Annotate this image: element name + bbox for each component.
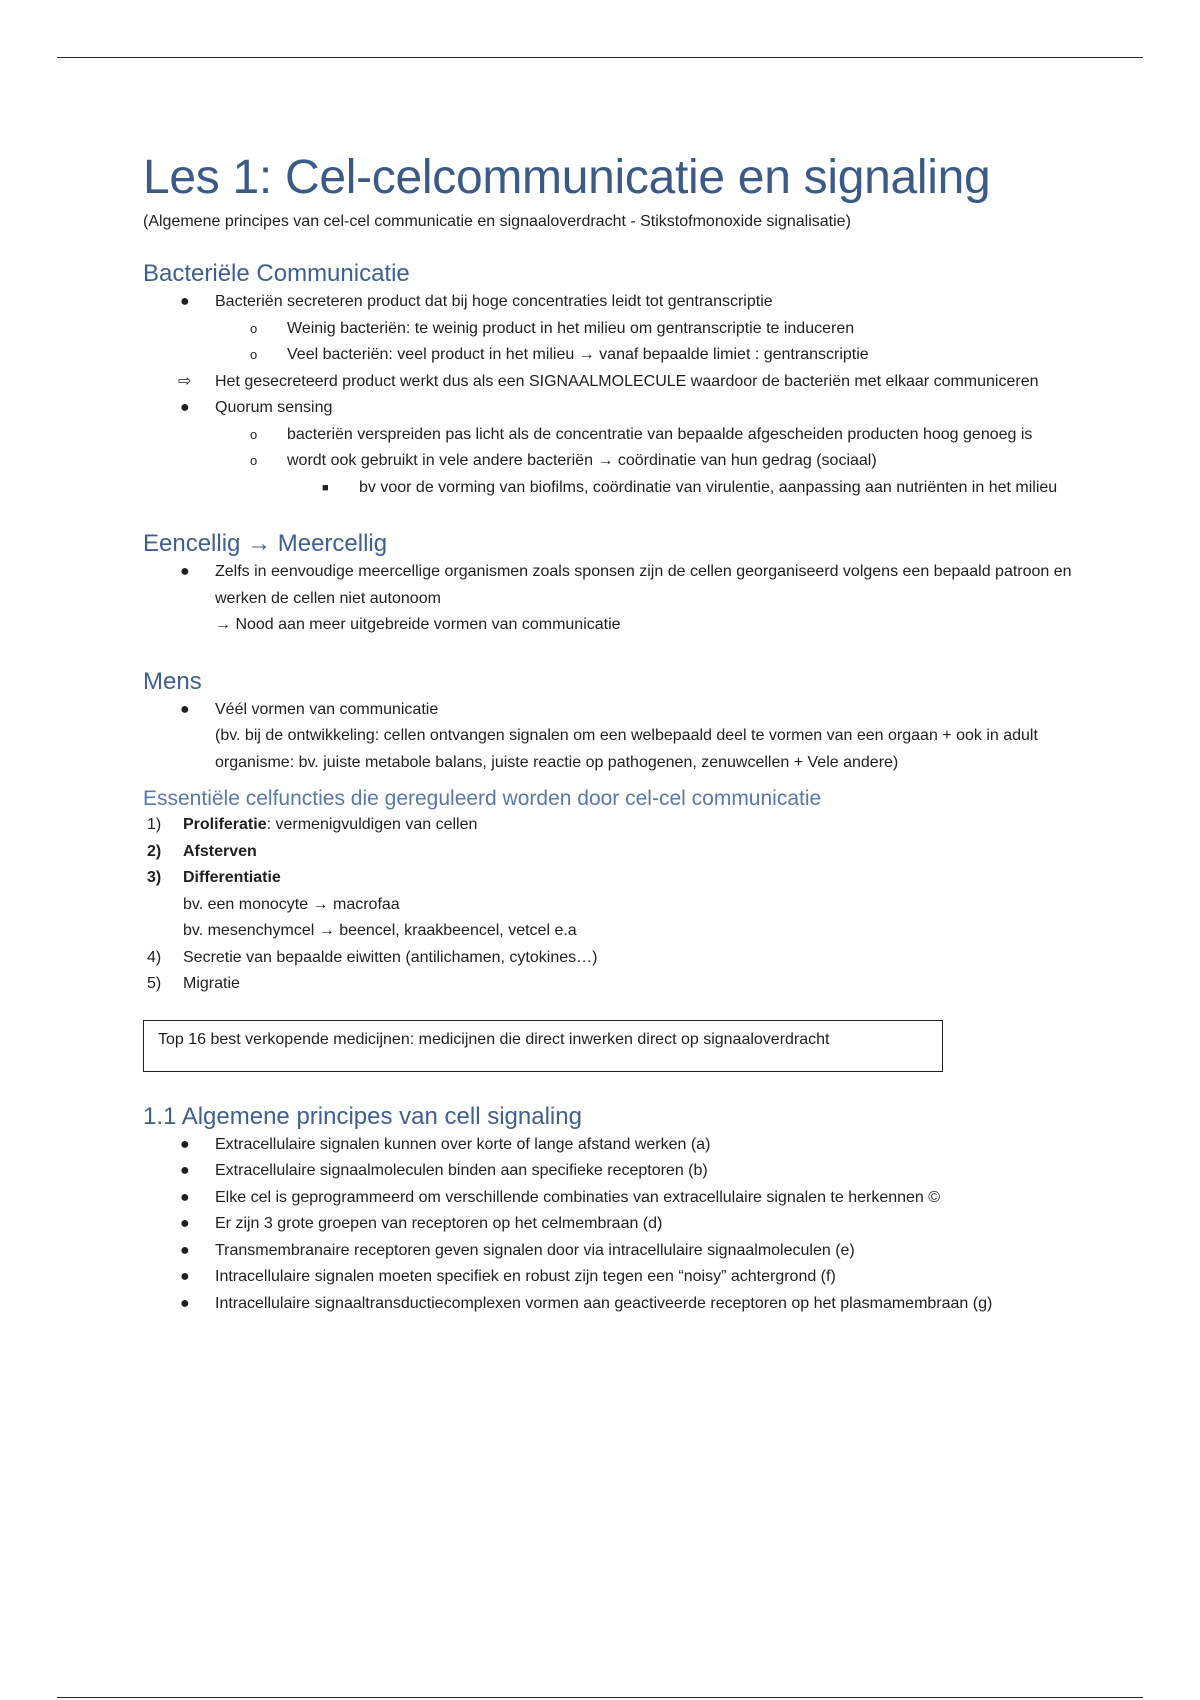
list-item: ● Zelfs in eenvoudige meercellige organismen zoals sponsen zijn de cellen georganiseerd volgens een bepaald patroon en werken de cellen niet autonoom → Nood aan meer uitgebreide vormen van communicatie	[143, 559, 1073, 639]
list-item: o Veel bacteriën: veel product in het milieu → vanaf bepaalde limiet : gentranscriptie	[143, 342, 1073, 369]
list-item: o Weinig bacteriën: te weinig product in het milieu om gentranscriptie te induceren	[143, 316, 1073, 343]
list-item: 1) Proliferatie: vermenigvuldigen van cellen	[147, 816, 478, 833]
circle-bullet-icon: o	[250, 320, 258, 336]
bullet-icon: ●	[180, 399, 190, 416]
bullet-icon: ●	[180, 1268, 190, 1285]
heading-human: Mens	[143, 667, 202, 695]
list-item: ● Elke cel is geprogrammeerd om verschillende combinaties van extracellulaire signalen te herkennen ©	[143, 1185, 1073, 1212]
list-item: ● Bacteriën secreteren product dat bij hoge concentraties leidt tot gentranscriptie	[143, 289, 1073, 316]
list-item: ● Extracellulaire signalen kunnen over korte of lange afstand werken (a)	[143, 1132, 1073, 1159]
bacterial-list	[143, 289, 1073, 501]
square-bullet-icon: ■	[322, 481, 329, 494]
bullet-icon: ●	[180, 1162, 190, 1179]
list-item: 3) Differentiatie	[147, 869, 281, 886]
heading-multicellular: Eencellig → Meercellig	[143, 530, 388, 557]
page-subtitle: (Algemene principes van cel-cel communicatie en signaaloverdracht - Stikstofmonoxide signalisatie)	[143, 213, 851, 230]
bullet-icon: ●	[180, 1188, 190, 1206]
top-rule	[57, 57, 1143, 58]
page-title: Les 1: Cel-celcommunicatie en signaling	[143, 151, 991, 204]
list-item: o bacteriën verspreiden pas licht als de concentratie van bepaalde afgescheiden producten hoog genoeg is	[143, 422, 1073, 449]
bullet-icon: ●	[180, 563, 190, 580]
heading-bacterial-communication: Bacteriële Communicatie	[143, 260, 410, 287]
list-note: bv. mesenchymcel → beencel, kraakbeencel, vetcel e.a	[183, 922, 577, 939]
circle-bullet-icon: o	[250, 453, 258, 468]
list-item: 5) Migratie	[147, 975, 240, 992]
list-item: 4) Secretie van bepaalde eiwitten (antilichamen, cytokines…)	[147, 948, 598, 966]
callout-box: Top 16 best verkopende medicijnen: medicijnen die direct inwerken direct op signaaloverdracht	[143, 1020, 943, 1072]
list-item: ⇨ Het gesecreteerd product werkt dus als een SIGNAALMOLECULE waardoor de bacteriën met elkaar communiceren	[143, 369, 1073, 396]
heading-cell-functions: Essentiële celfuncties die gereguleerd worden door cel-cel communicatie	[143, 787, 822, 810]
bullet-icon: ●	[180, 1241, 190, 1259]
human-list	[143, 697, 1073, 777]
arrow-bullet-icon: ⇨	[178, 372, 192, 390]
list-note: bv. een monocyte → macrofaa	[183, 895, 400, 913]
document-body	[143, 150, 1073, 1317]
bullet-icon: ●	[180, 1135, 190, 1153]
list-item: ● Intracellulaire signalen moeten specifiek en robust zijn tegen een “noisy” achtergrond (f)	[143, 1264, 1073, 1291]
list-item: o wordt ook gebruikt in vele andere bacteriën → coördinatie van hun gedrag (sociaal)	[143, 448, 1073, 475]
list-item: ● Extracellulaire signaalmoleculen binden aan specifieke receptoren (b)	[143, 1158, 1073, 1185]
bullet-icon: ●	[180, 293, 190, 310]
list-item: ■ bv voor de vorming van biofilms, coördinatie van virulentie, aanpassing aan nutriënten in het milieu	[143, 475, 1073, 502]
circle-bullet-icon: o	[250, 426, 258, 442]
bullet-icon: ●	[180, 1294, 190, 1312]
multicellular-list	[143, 559, 1073, 639]
list-item: ● Véél vormen van communicatie (bv. bij de ontwikkeling: cellen ontvangen signalen om een welbepaald deel te vormen van een orgaan + ook in adult organisme: bv. juiste metabole balans, juiste reactie op pathogenen, zenuwcellen + Vele andere)	[143, 697, 1073, 777]
list-item: 2) Afsterven	[147, 842, 257, 860]
cell-functions-list	[143, 812, 1073, 998]
list-item: ● Intracellulaire signaaltransductiecomplexen vormen aan geactiveerde receptoren op het plasmamembraan (g)	[143, 1291, 1073, 1318]
circle-bullet-icon: o	[250, 347, 258, 362]
bullet-icon: ●	[180, 700, 190, 718]
bullet-icon: ●	[180, 1215, 190, 1232]
list-item: ● Er zijn 3 grote groepen van receptoren op het celmembraan (d)	[143, 1211, 1073, 1238]
bottom-rule	[57, 1697, 1143, 1698]
list-item: ● Transmembranaire receptoren geven signalen door via intracellulaire signaalmoleculen (e)	[143, 1238, 1073, 1265]
heading-general-principles: 1.1 Algemene principes van cell signaling	[143, 1102, 582, 1130]
list-item: ● Quorum sensing	[143, 395, 1073, 422]
principles-list	[143, 1132, 1073, 1318]
